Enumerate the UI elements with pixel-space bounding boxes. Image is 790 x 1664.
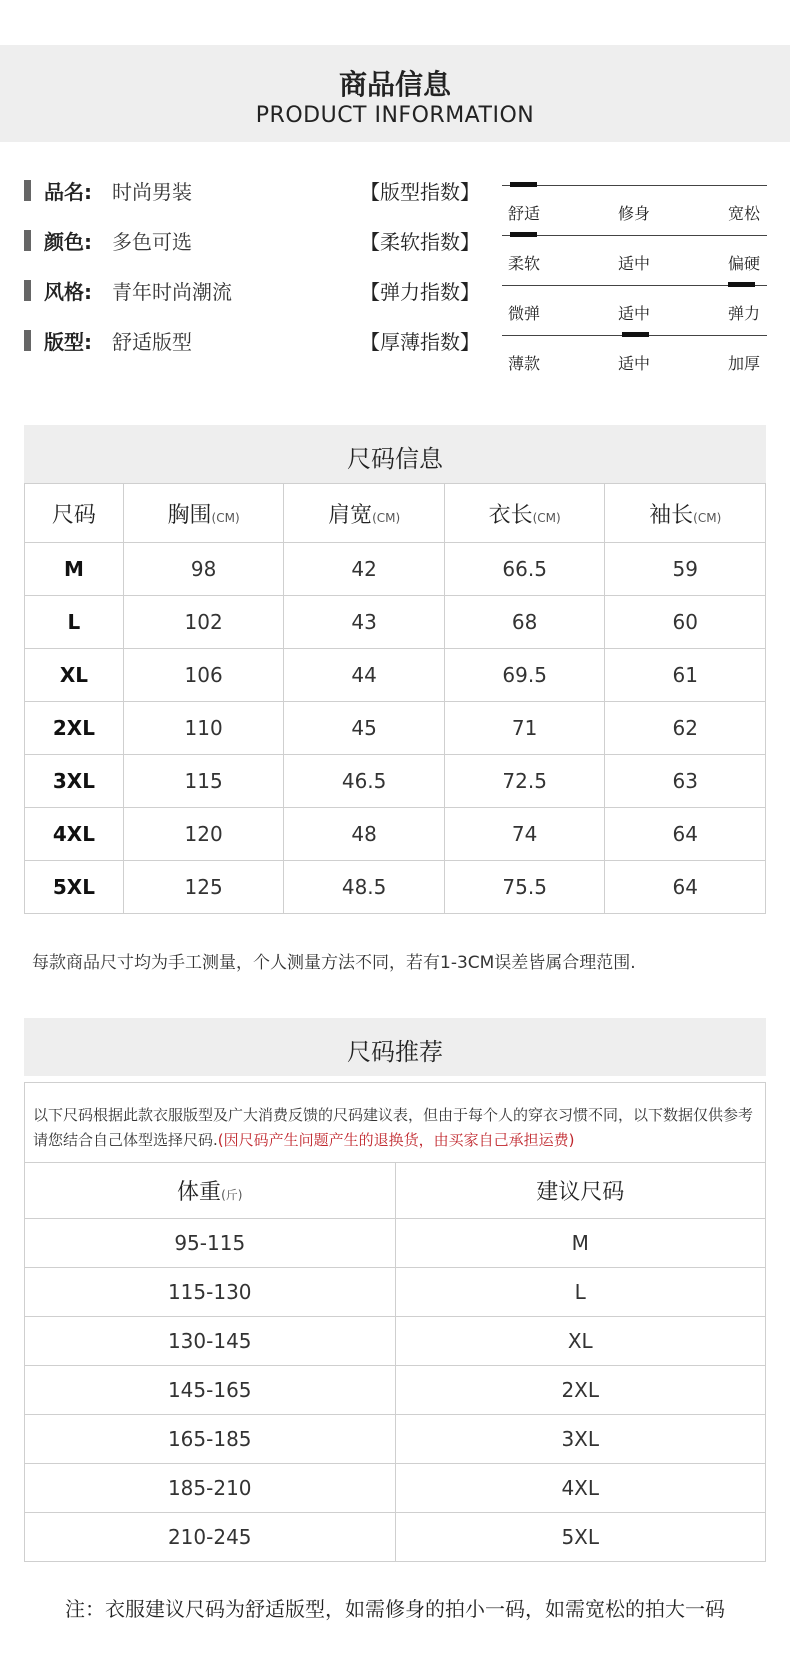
attr-value: 时尚男装 [112,180,192,204]
table-cell: 145-165 [25,1366,396,1415]
table-header-row [25,1163,766,1219]
table-cell: 2XL [395,1366,766,1415]
scale-name: 【版型指数】 [360,180,480,204]
table-cell: 72.5 [444,755,605,808]
table-cell: L [25,596,124,649]
scale-fit-index [360,176,770,226]
table-cell: 98 [123,543,284,596]
table-header-row [25,484,766,543]
table-cell: 115 [123,755,284,808]
measurement-note: 每款商品尺寸均为手工测量，个人测量方法不同，若有1-3CM误差皆属合理范围. [32,953,636,973]
table-row [25,702,766,755]
scale-option: 修身 [618,204,651,223]
table-cell: 60 [605,596,766,649]
size-table [24,483,766,914]
table-cell: 3XL [25,755,124,808]
table-cell: 62 [605,702,766,755]
table-cell: 43 [284,596,445,649]
col-header-sleeve: 袖长(CM) [605,484,766,543]
table-cell: 69.5 [444,649,605,702]
scale-option: 加厚 [728,354,761,373]
table-cell: 45 [284,702,445,755]
table-row [25,861,766,914]
table-cell: 3XL [395,1415,766,1464]
size-recommend-title-bar [24,1018,766,1076]
table-row [25,1366,766,1415]
table-row [25,1317,766,1366]
table-cell: XL [25,649,124,702]
recommend-intro [33,1103,763,1153]
table-cell: 59 [605,543,766,596]
table-cell: 61 [605,649,766,702]
attr-label: 品名: [44,180,92,204]
table-row [25,1415,766,1464]
table-cell: 115-130 [25,1268,396,1317]
table-row [25,1464,766,1513]
table-cell: 165-185 [25,1415,396,1464]
scale-marker [622,332,649,337]
table-cell: 125 [123,861,284,914]
scale-name: 【弹力指数】 [360,280,480,304]
table-row [25,1219,766,1268]
scale-option: 舒适 [508,204,541,223]
scale-softness-index [360,226,770,276]
table-cell: 75.5 [444,861,605,914]
table-row [25,596,766,649]
table-cell: 130-145 [25,1317,396,1366]
attr-label: 颜色: [44,230,92,254]
scale-option: 薄款 [508,354,541,373]
table-row [25,755,766,808]
attr-label: 版型: [44,330,92,354]
table-cell: 2XL [25,702,124,755]
col-header-chest: 胸围(CM) [123,484,284,543]
table-cell: 4XL [25,808,124,861]
scale-line [502,185,767,186]
table-cell: 5XL [25,861,124,914]
scale-option: 适中 [618,354,651,373]
scale-option: 适中 [618,254,651,273]
header-title-cn: 商品信息 [338,68,451,101]
table-cell: 64 [605,808,766,861]
scale-thickness-index [360,326,770,376]
table-cell: 110 [123,702,284,755]
table-row [25,1513,766,1562]
attr-bullet [24,180,31,201]
scale-option: 柔软 [508,254,541,273]
scale-marker [728,282,755,287]
attr-value: 舒适版型 [112,330,192,354]
col-header-shoulder: 肩宽(CM) [284,484,445,543]
attr-bullet [24,330,31,351]
scale-marker [510,232,537,237]
table-cell: 44 [284,649,445,702]
scale-marker [510,182,537,187]
scale-line [502,235,767,236]
col-header-suggested-size: 建议尺码 [395,1163,766,1219]
scale-option: 宽松 [728,204,761,223]
size-advice-note: 注：衣服建议尺码为舒适版型，如需修身的拍小一码，如需宽松的拍大一码 [65,1597,725,1621]
col-header-size: 尺码 [25,484,124,543]
table-cell: 4XL [395,1464,766,1513]
table-cell: 66.5 [444,543,605,596]
attr-label: 风格: [44,280,92,304]
scale-name: 【厚薄指数】 [360,330,480,354]
attr-bullet [24,280,31,301]
table-cell: 74 [444,808,605,861]
scale-option: 适中 [618,304,651,323]
table-cell: 46.5 [284,755,445,808]
table-cell: 71 [444,702,605,755]
table-cell: 42 [284,543,445,596]
size-info-title: 尺码信息 [347,445,443,473]
scale-option: 微弹 [508,304,541,323]
scale-elasticity-index [360,276,770,326]
recommend-intro-warning: (因尺码产生问题产生的退换货，由买家自己承担运费) [217,1131,575,1149]
scale-name: 【柔软指数】 [360,230,480,254]
table-row [25,649,766,702]
table-row [25,1268,766,1317]
col-header-weight: 体重(斤) [25,1163,396,1219]
table-cell: 210-245 [25,1513,396,1562]
table-cell: M [25,543,124,596]
size-info-title-bar [24,425,766,483]
attr-value: 多色可选 [112,230,192,254]
size-recommend-title: 尺码推荐 [347,1038,443,1066]
scale-option: 弹力 [728,304,761,323]
col-header-length: 衣长(CM) [444,484,605,543]
table-cell: 120 [123,808,284,861]
recommend-table [24,1162,766,1562]
table-cell: L [395,1268,766,1317]
table-cell: 5XL [395,1513,766,1562]
recommend-intro-box [24,1082,766,1163]
table-cell: 63 [605,755,766,808]
header-title-en: PRODUCT INFORMATION [255,103,535,128]
table-cell: 95-115 [25,1219,396,1268]
table-cell: 185-210 [25,1464,396,1513]
table-cell: 48.5 [284,861,445,914]
table-cell: 64 [605,861,766,914]
table-cell: XL [395,1317,766,1366]
table-cell: 106 [123,649,284,702]
scale-option: 偏硬 [728,254,761,273]
attr-value: 青年时尚潮流 [112,280,232,304]
table-row [25,808,766,861]
table-cell: 68 [444,596,605,649]
table-row [25,543,766,596]
table-cell: M [395,1219,766,1268]
table-cell: 48 [284,808,445,861]
table-cell: 102 [123,596,284,649]
product-info-header [0,45,790,142]
attr-bullet [24,230,31,251]
recommend-intro-text: 以下尺码根据此款衣服版型及广大消费反馈的尺码建议表，但由于每个人的穿衣习惯不同，以下数据仅供参考请您结合自己体型选择尺码. [33,1106,754,1149]
